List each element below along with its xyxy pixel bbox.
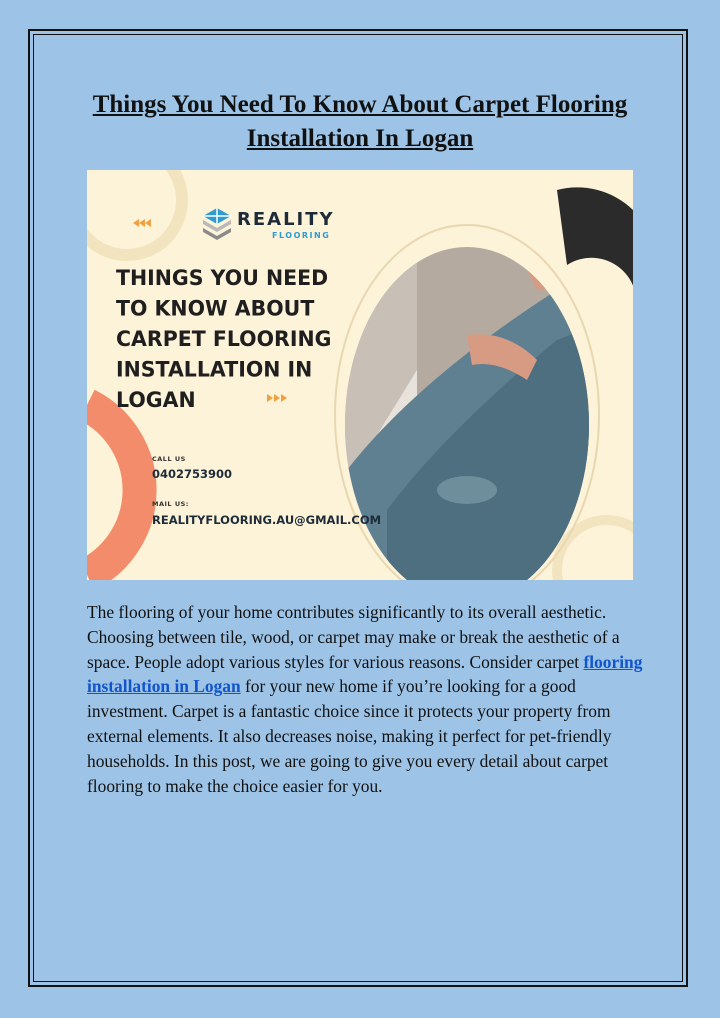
headline-line: THINGS YOU NEED — [116, 265, 329, 291]
ring-decoration — [87, 170, 182, 255]
brand-name: REALITY — [237, 209, 335, 230]
phone-number: 0402753900 — [152, 467, 233, 481]
banner-headline — [116, 263, 366, 415]
headline-line: INSTALLATION IN — [116, 356, 313, 382]
mail-label: MAIL US: — [152, 500, 189, 508]
headline-line: LOGAN — [116, 386, 196, 413]
body-text-part1: The flooring of your home contributes significantly to its overall aesthetic. Choosing between tile, wood, or carpet may make or break the aesthetic of a space. People adopt various styles for various reasons. Consider carpet — [87, 602, 620, 672]
body-paragraph — [87, 600, 647, 798]
document-title: Things You Need To Know About Carpet Flooring Installation In Logan — [92, 91, 628, 152]
call-label: CALL US — [152, 455, 186, 463]
flooring-installation-link[interactable]: flooring installation in Logan — [87, 651, 643, 697]
brand-subtitle: FLOORING — [272, 231, 331, 240]
headline-line: CARPET FLOORING — [116, 326, 332, 352]
orange-arc-decoration — [87, 405, 140, 575]
email-address: REALITYFLOORING.AU@GMAIL.COM — [152, 513, 382, 527]
banner-image — [87, 170, 633, 580]
body-text-part2: for your new home if you’re looking for a good investment. Carpet is a fantastic choice since it protects your property from external elements. It also decreases noise, making it perfect for pet-friendly households. In this post, we are going to give you every detail about carpet flooring to make the choice easier for you. — [87, 676, 612, 796]
left-arrows-icon — [133, 219, 151, 227]
headline-line: TO KNOW ABOUT — [116, 295, 315, 321]
ring-decoration — [557, 520, 633, 580]
dark-arc-decoration — [557, 187, 633, 320]
